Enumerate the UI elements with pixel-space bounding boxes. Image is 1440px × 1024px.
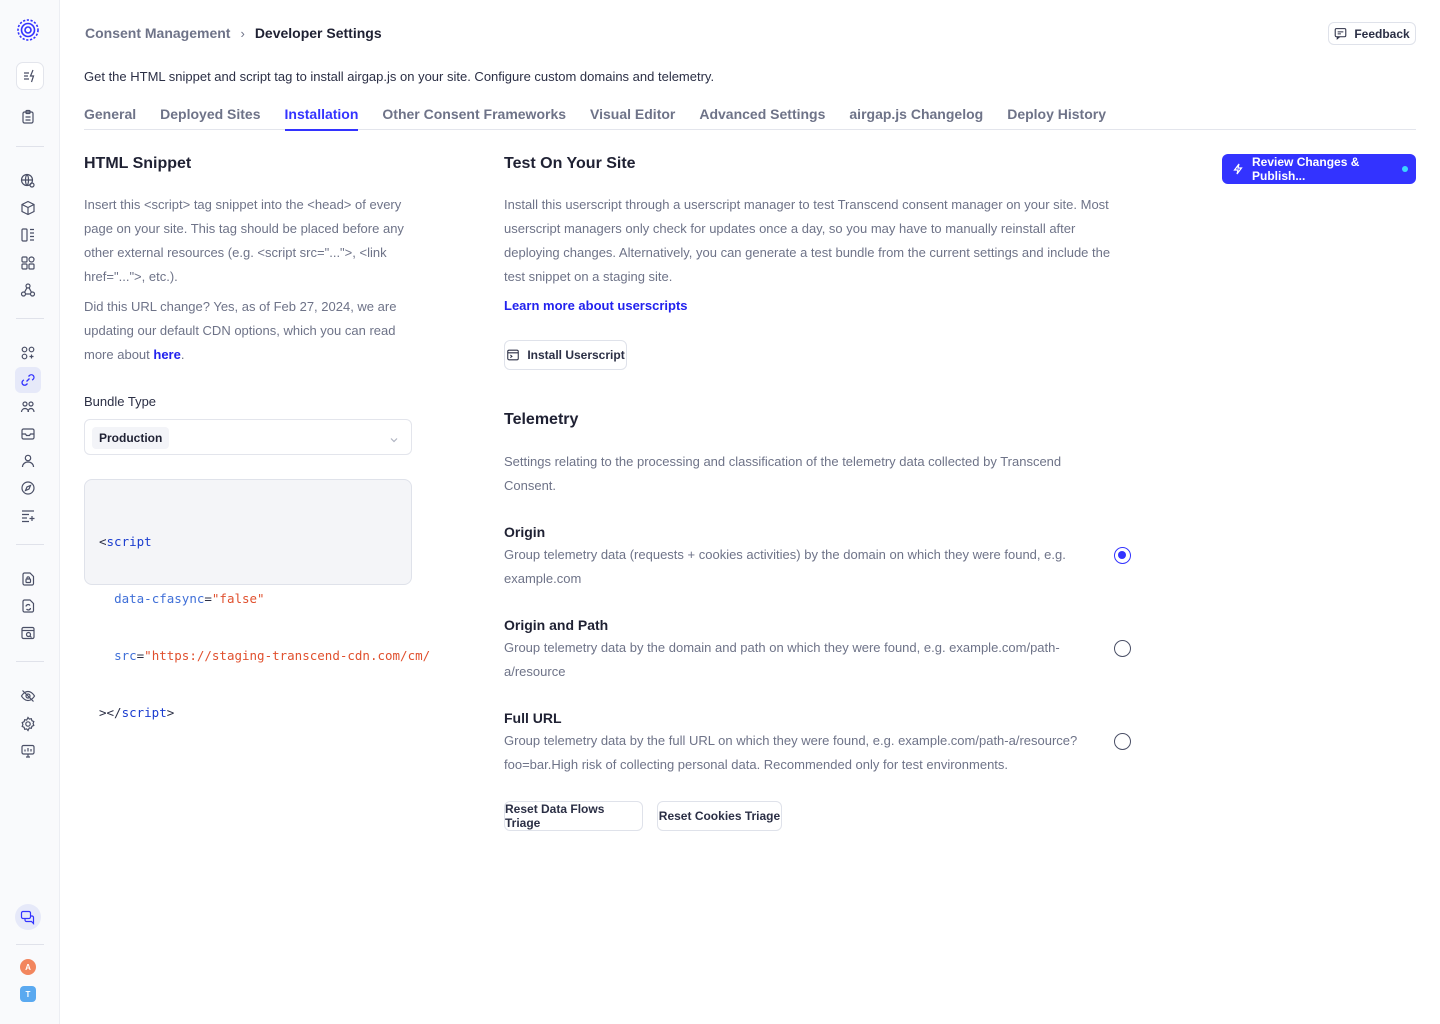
feedback-label: Feedback xyxy=(1354,26,1410,41)
tab-deployed-sites[interactable]: Deployed Sites xyxy=(160,106,261,122)
page-subtitle: Get the HTML snippet and script tag to install airgap.js on your site. Configure custom domains and telemetry. xyxy=(84,69,715,84)
monitor-icon[interactable] xyxy=(16,739,40,763)
code-token: = xyxy=(136,648,145,663)
cdn-note-link[interactable]: here xyxy=(153,347,181,362)
reset-data-flows-button[interactable]: Reset Data Flows Triage xyxy=(504,801,643,831)
eye-off-icon[interactable] xyxy=(16,684,40,708)
breadcrumb xyxy=(85,25,382,41)
sidebar xyxy=(0,0,60,1024)
code-window-icon xyxy=(506,348,520,362)
cdn-note xyxy=(84,295,414,367)
telemetry-option-description: Group telemetry data by the domain and path on which they were found, e.g. example.com/path-a/resource xyxy=(504,640,1060,679)
breadcrumb-separator: › xyxy=(240,25,245,41)
code-token: src xyxy=(114,648,137,663)
html-snippet-heading: HTML Snippet xyxy=(84,155,192,172)
code-line xyxy=(99,589,397,608)
doc-lock-icon[interactable] xyxy=(16,567,40,591)
bundle-type-value: Production xyxy=(92,427,169,449)
avatar[interactable]: A xyxy=(20,959,36,975)
telemetry-option-title: Origin and Path xyxy=(504,617,609,633)
telemetry-description: Settings relating to the processing and classification of the telemetry data collected by Transcend Consent. xyxy=(504,454,1062,493)
page-title: Developer Settings xyxy=(254,25,382,41)
logo-icon[interactable] xyxy=(16,18,40,42)
sidebar-divider xyxy=(16,544,44,545)
telemetry-option-description: Group telemetry data by the full URL on which they were found, e.g. example.com/path-a/resource?foo=bar.High risk of collecting personal data. Recommended only for test environments. xyxy=(504,733,1078,772)
doc-sync-icon[interactable] xyxy=(16,594,40,618)
code-token: data-cfasync xyxy=(114,591,205,606)
sidebar-divider xyxy=(16,318,44,319)
tab-advanced-settings[interactable]: Advanced Settings xyxy=(699,106,826,122)
compass-icon[interactable] xyxy=(16,476,40,500)
bolt-toggle-icon[interactable] xyxy=(16,62,44,90)
grid-icon[interactable] xyxy=(16,251,40,275)
bundle-type-select[interactable] xyxy=(84,419,412,455)
bundle-type-label: Bundle Type xyxy=(84,394,157,409)
code-token: > xyxy=(166,705,175,720)
review-changes-label: Review Changes & Publish... xyxy=(1252,155,1360,183)
sidebar-divider xyxy=(16,146,44,147)
users-icon[interactable] xyxy=(16,395,40,419)
code-token: script xyxy=(106,534,152,549)
html-snippet-description: Insert this <script> tag snippet into the <head> of every page on your site. This tag should be placed before any other external resources (e.g. <script src="...">, <link href="...">, etc.). xyxy=(84,197,404,284)
telemetry-option-title: Origin xyxy=(504,524,546,540)
install-userscript-button[interactable] xyxy=(504,340,627,370)
code-token: < xyxy=(99,534,107,549)
review-changes-publish-button[interactable] xyxy=(1222,154,1416,184)
lightning-icon xyxy=(1232,163,1244,175)
install-userscript-label: Install Userscript xyxy=(527,348,625,362)
radio-full-url[interactable] xyxy=(1114,733,1131,750)
radio-origin[interactable] xyxy=(1114,547,1131,564)
telemetry-heading: Telemetry xyxy=(504,411,579,428)
sparkle-list-icon[interactable] xyxy=(16,504,40,528)
browser-search-icon[interactable] xyxy=(16,621,40,645)
chevron-down-icon xyxy=(389,432,399,442)
clipboard-icon[interactable] xyxy=(16,105,40,129)
cdn-note-text: Did this URL change? Yes, as of Feb 27, 2024, we are updating our default CDN options, which you can read more about xyxy=(84,299,397,362)
consent-link-icon[interactable] xyxy=(15,367,41,393)
network-icon[interactable] xyxy=(16,278,40,302)
cube-icon[interactable] xyxy=(16,196,40,220)
message-square-icon xyxy=(1334,27,1347,40)
tab-bar xyxy=(84,106,1416,130)
tab-general[interactable]: General xyxy=(84,106,137,122)
tab-installation[interactable]: Installation xyxy=(285,106,359,130)
breadcrumb-parent-link[interactable]: Consent Management xyxy=(85,25,231,41)
reset-cookies-button[interactable]: Reset Cookies Triage xyxy=(657,801,782,831)
columns-icon[interactable] xyxy=(16,223,40,247)
test-site-description: Install this userscript through a userscript manager to test Transcend consent manager on your site. Most userscript managers only check for updates once a day, so you may have to manually reinstall after deploying changes. Alternatively, you can generate a test bundle from the current settings and include the test snippet on a staging site. xyxy=(504,197,1111,284)
code-line xyxy=(99,646,431,665)
telemetry-option-description: Group telemetry data (requests + cookies activities) by the domain on which they were found, e.g. example.com xyxy=(504,547,1066,586)
user-icon[interactable] xyxy=(16,449,40,473)
sidebar-divider xyxy=(16,944,44,945)
tab-deploy-history[interactable]: Deploy History xyxy=(1007,106,1107,122)
apps-icon[interactable] xyxy=(16,341,40,365)
code-token: "https://staging-transcend-cdn.com/cm/ xyxy=(144,648,431,663)
tab-airgap-changelog[interactable]: airgap.js Changelog xyxy=(849,106,984,122)
chat-icon[interactable] xyxy=(15,904,41,930)
feedback-button[interactable] xyxy=(1328,22,1416,45)
telemetry-option-title: Full URL xyxy=(504,710,562,726)
globe-search-icon[interactable] xyxy=(16,169,40,193)
code-token: = xyxy=(204,591,212,606)
avatar[interactable]: T xyxy=(20,986,36,1002)
tab-other-consent-frameworks[interactable]: Other Consent Frameworks xyxy=(382,106,567,122)
code-snippet[interactable] xyxy=(84,479,431,720)
test-site-heading: Test On Your Site xyxy=(504,155,636,172)
sidebar-divider xyxy=(16,661,44,662)
tab-visual-editor[interactable]: Visual Editor xyxy=(590,106,676,122)
code-token: script xyxy=(121,705,167,720)
cdn-note-end: . xyxy=(180,347,185,362)
radio-origin-and-path[interactable] xyxy=(1114,640,1131,657)
code-line xyxy=(99,703,397,722)
code-line xyxy=(99,532,397,551)
learn-more-userscripts-link[interactable]: Learn more about userscripts xyxy=(504,298,688,313)
status-dot xyxy=(1402,166,1408,172)
code-token: "false" xyxy=(211,591,265,606)
code-token: ></ xyxy=(99,705,122,720)
settings-icon[interactable] xyxy=(16,712,40,736)
inbox-icon[interactable] xyxy=(16,422,40,446)
